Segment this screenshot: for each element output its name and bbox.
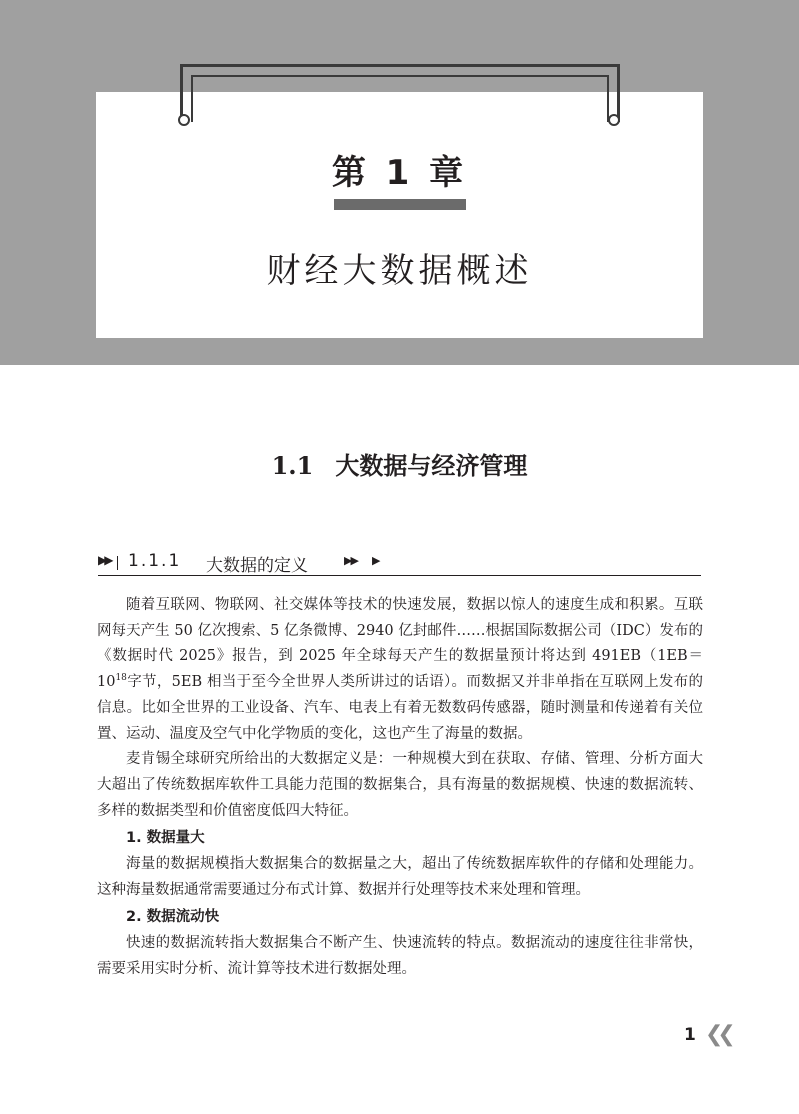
double-chevron-left-icon: ❮❮ [705, 1022, 730, 1047]
paragraph: 快速的数据流转指大数据集合不断产生、快速流转的特点。数据流动的速度往往非常快，需要采用实时分析、流计算等技术进行数据处理。 [97, 935, 703, 977]
binder-clip-frame [180, 64, 620, 122]
chapter-divider-bar [334, 199, 466, 210]
binder-clip-inner [191, 75, 609, 122]
subsection-heading [98, 551, 701, 576]
body-text [97, 593, 703, 983]
binder-ring-left-icon [178, 114, 190, 126]
marker-divider [117, 556, 118, 570]
section-number: 1.1 [271, 451, 314, 480]
chapter-title-card [96, 92, 703, 338]
chapter-label: 第 1 章 [331, 153, 468, 193]
paragraph: 海量的数据规模指大数据集合的数据量之大，超出了传统数据库软件的存储和处理能力。这种海量数据通常需要通过分布式计算、数据并行处理等技术来处理和管理。 [97, 856, 703, 898]
section-title: 大数据与经济管理 [335, 451, 528, 480]
paragraph: 随着互联网、物联网、社交媒体等技术的快速发展，数据以惊人的速度生成和积累。互联网每天产生 50 亿次搜索、5 亿条微博、2940 亿封邮件……根据国际数据公司（IDC）发布的《数据时代 2025》报告，到 2025 年全球每天产生的数据量预计将达到 $491EB(1EB=10^{18}$字节，5EB 相当于至今全世界人类所讲过的话语）。而数据又并非单指在互联网上发布的信息。比如全世界的工业设备、汽车、电表上有着无数数码传感器，随时测量和传递着有关位置、运动、温度及空气中化学物质的变化，这也产生了海量的数据。 [97, 597, 703, 742]
subsection-title: 大数据的定义 [206, 556, 308, 576]
subsection-number: 1.1.1 [128, 551, 182, 571]
fast-forward-icon: ▶▶ [98, 553, 111, 567]
binder-ring-right-icon [608, 114, 620, 126]
paragraph: 麦肯锡全球研究所给出的大数据定义是：一种规模大到在获取、存储、管理、分析方面大大超出了传统数据库软件工具能力范围的数据集合，具有海量的数据规模、快速的数据流转、多样的数据类型和价值密度低四大特征。 [97, 751, 703, 819]
chapter-title: 财经大数据概述 [266, 251, 533, 291]
feature-heading: 1. 数据量大 [126, 830, 205, 847]
section-heading [0, 446, 799, 481]
feature-heading: 2. 数据流动快 [126, 909, 220, 926]
page-number: 1 [684, 1025, 696, 1045]
double-arrow-icon: ▶▶ [344, 554, 357, 567]
arrow-icon: ▶ [372, 554, 381, 567]
